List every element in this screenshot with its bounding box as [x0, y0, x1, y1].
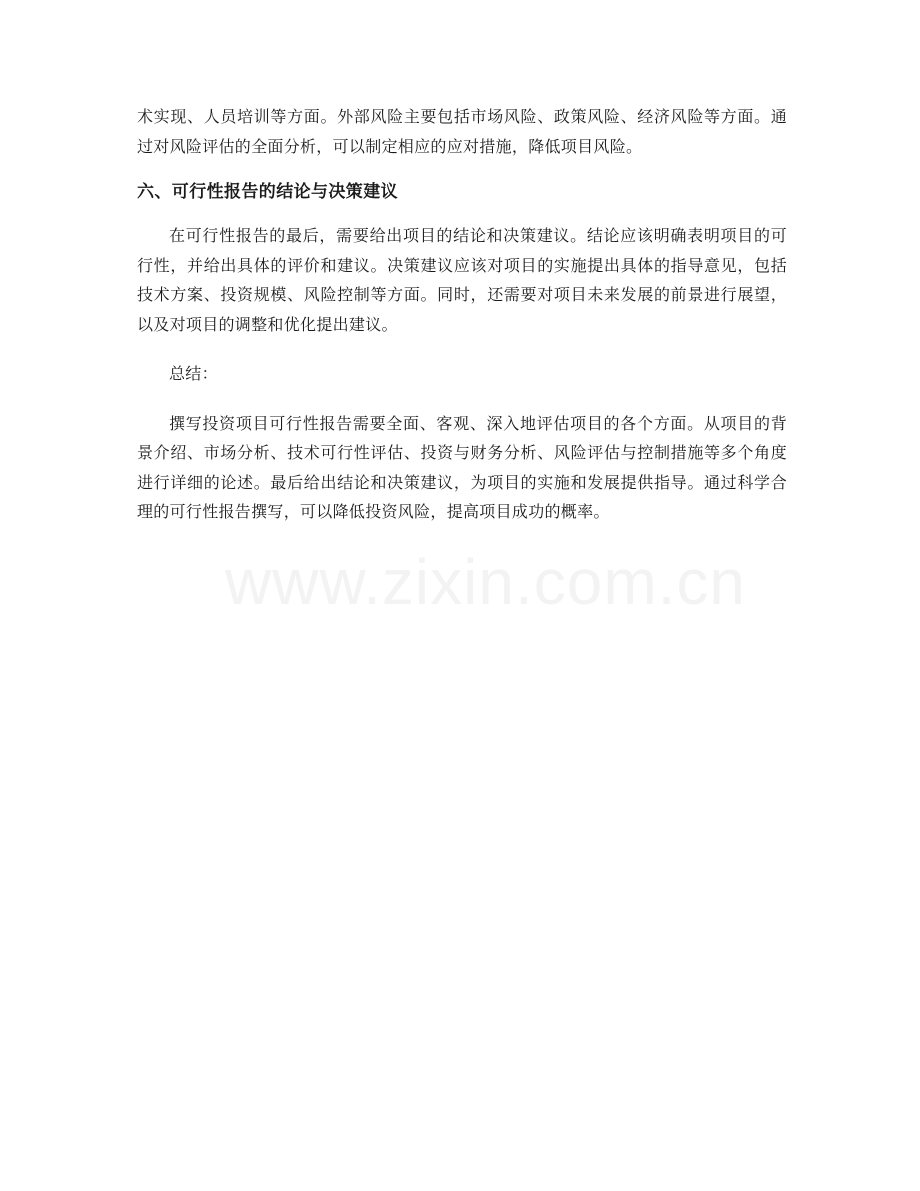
document-body	[137, 102, 787, 527]
watermark: www.zixin.com.cn	[225, 546, 746, 618]
paragraph-risk-continuation: 术实现、人员培训等方面。外部风险主要包括市场风险、政策风险、经济风险等方面。通过对风险评估的全面分析，可以制定相应的应对措施，降低项目风险。	[137, 107, 787, 156]
section-heading-conclusion: 六、可行性报告的结论与决策建议	[137, 182, 398, 202]
paragraph-summary: 撰写投资项目可行性报告需要全面、客观、深入地评估项目的各个方面。从项目的背景介绍、市场分析、技术可行性评估、投资与财务分析、风险评估与控制措施等多个角度进行详细的论述。最后给出结论和决策建议，为项目的实施和发展提供指导。通过科学合理的可行性报告撰写，可以降低投资风险，提高项目成功的概率。	[137, 413, 787, 521]
summary-label: 总结：	[169, 364, 218, 383]
paragraph-conclusion: 在可行性报告的最后，需要给出项目的结论和决策建议。结论应该明确表明项目的可行性，并给出具体的评价和建议。决策建议应该对项目的实施提出具体的指导意见，包括技术方案、投资规模、风险控制等方面。同时，还需要对项目未来发展的前景进行展望，以及对项目的调整和优化提出建议。	[137, 226, 787, 334]
